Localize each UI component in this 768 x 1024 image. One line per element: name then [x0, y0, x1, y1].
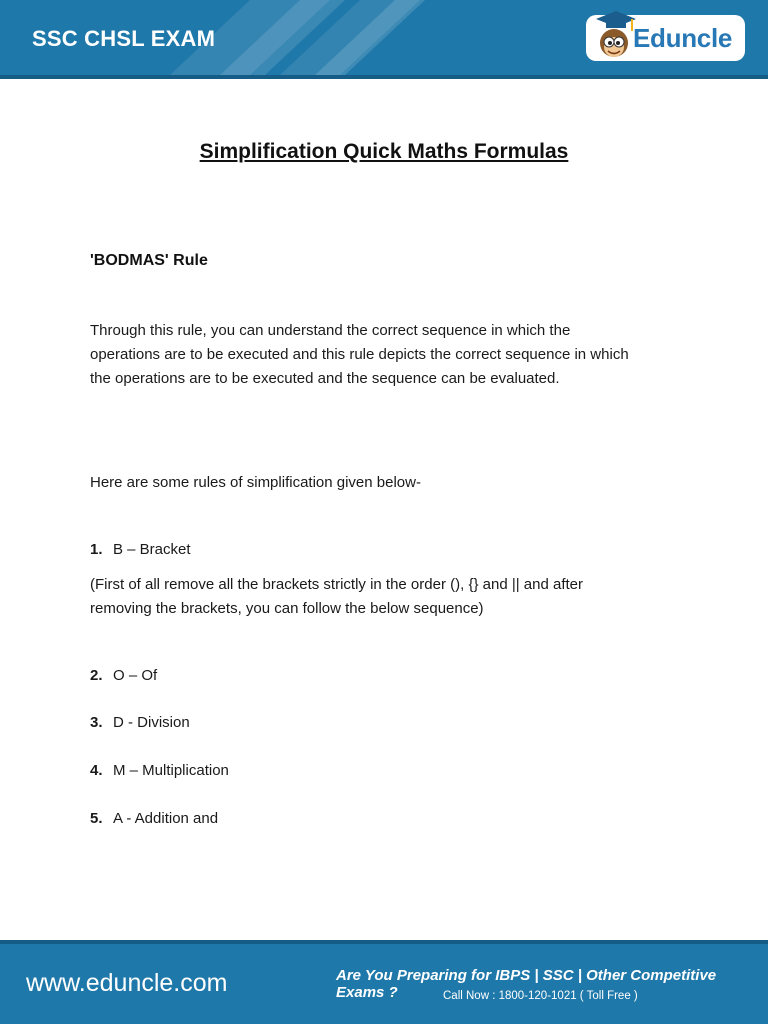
header-divider [0, 75, 768, 79]
eduncle-logo[interactable] [586, 15, 745, 61]
mascot-icon [592, 7, 636, 63]
header-title: SSC CHSL EXAM [32, 26, 216, 51]
rule-text: O – Of [113, 667, 158, 684]
footer-band [0, 944, 768, 1024]
bracket-note [90, 573, 690, 621]
rule-number: 4. [90, 762, 103, 779]
section-heading: 'BODMAS' Rule [90, 252, 208, 269]
rule-text: A - Addition and [113, 810, 219, 827]
rule-item [90, 810, 218, 827]
rule-item [90, 667, 157, 684]
rule-text: B – Bracket [113, 541, 191, 558]
rule-text: D - Division [113, 714, 190, 731]
bracket-note-line: removing the brackets, you can follow the below sequence) [90, 600, 484, 617]
rule-text: M – Multiplication [113, 762, 229, 779]
rule-number: 5. [90, 810, 103, 827]
rule-number: 1. [90, 541, 103, 558]
rule-number: 3. [90, 714, 103, 731]
rule-item [90, 714, 190, 731]
rule-item [90, 541, 191, 558]
intro-line: Through this rule, you can understand the correct sequence in which the [90, 322, 571, 339]
rule-number: 2. [90, 667, 103, 684]
bracket-note-line: (First of all remove all the brackets strictly in the order (), {} and || and after [90, 576, 583, 593]
document-title: Simplification Quick Maths Formulas [199, 140, 569, 163]
intro-paragraph [90, 319, 690, 391]
intro-line: the operations are to be executed and the sequence can be evaluated. [90, 370, 560, 387]
footer-call-number: Call Now : 1800-120-1021 ( Toll Free ) [443, 990, 638, 1002]
header-band [0, 0, 768, 75]
footer-website-link[interactable]: www.eduncle.com [26, 969, 228, 997]
intro-line: operations are to be executed and this rule depicts the correct sequence in which [90, 346, 629, 363]
rules-intro: Here are some rules of simplification given below- [90, 474, 421, 491]
footer-tagline: Are You Preparing for IBPS | SSC | Other Competitive Exams ? [336, 967, 717, 1001]
logo-text: Eduncle [633, 23, 733, 53]
rule-item [90, 762, 229, 779]
